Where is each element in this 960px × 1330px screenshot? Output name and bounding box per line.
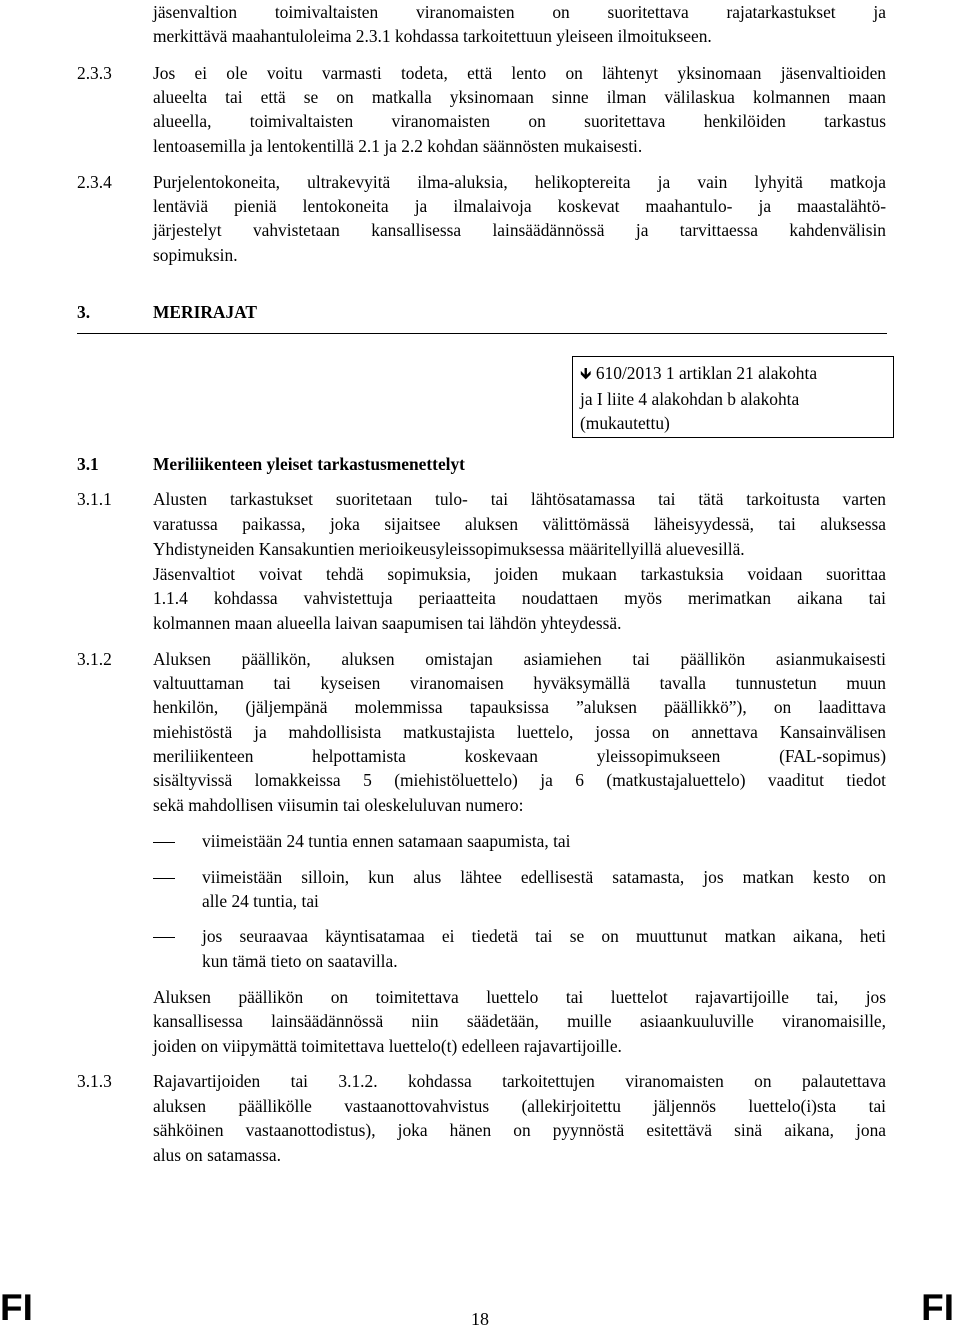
text-line: Alusten tarkastukset suoritetaan tulo- tai lähtösatamassa tai tätä tarkoitusta varten [153, 489, 886, 509]
text-line: Aluksen päällikön, aluksen omistajan asiamiehen tai päällikön asianmukaisesti [153, 649, 886, 669]
text-line: aluksen päällikölle vastaanottovahvistus (allekirjoitettu jäljennös luettelo(i)sta tai [153, 1096, 886, 1116]
section-title: MERIRAJAT [153, 302, 258, 322]
text-line: lentoasemilla ja lentokentillä 2.1 ja 2.2 kohdan säännösten mukaisesti. [153, 136, 643, 156]
text-line: sähköinen vastaanottodistus), joka hänen on pyynnöstä esitettävä sinä aikana, jona [153, 1120, 886, 1140]
text-line: sisältyvissä lomakkeissa 5 (miehistöluettelo) ja 6 (matkustajaluettelo) vaaditut tiedot [153, 770, 886, 790]
text-line: alueella, toimivaltaisten viranomaisten on suoritettava henkilöiden tarkastus [153, 111, 886, 131]
text-line: varatussa paikassa, joka sijaitsee aluksen välittömässä läheisyydessä, tai aluksessa [153, 514, 886, 534]
dash-bullet-icon [153, 878, 175, 879]
text-line: miehistöstä ja mahdollisista matkustajista luettelo, jossa on annettava Kansainvälisen [153, 722, 886, 742]
reference-line: (mukautettu) [580, 413, 670, 433]
text-line: Jäsenvaltiot voivat tehdä sopimuksia, joiden mukaan tarkastuksia voidaan suorittaa [153, 564, 886, 584]
list-item-text: viimeistään 24 tuntia ennen satamaan saapumista, tai [202, 831, 571, 851]
paragraph-number: 2.3.3 [77, 63, 112, 83]
text-line: lentäviä pieniä lentokoneita ja ilmalaivoja koskevat maahantulo- ja maastalähtö- [153, 196, 886, 216]
text-line: alueelta tai että se on matkalla yksinomaan sinne ilman välilaskua kolmannen maan [153, 87, 886, 107]
reference-text: 610/2013 1 artiklan 21 alakohta [595, 363, 818, 383]
text-line: Aluksen päällikön on toimitettava luettelo tai luettelot rajavartijoille tai, jos [153, 987, 886, 1007]
text-line: joiden on viipymättä toimitettava luettelo(t) edelleen rajavartijoille. [153, 1036, 622, 1056]
text-line: Purjelentokoneita, ultrakevyitä ilma-aluksia, helikoptereita ja vain lyhyitä matkoja [153, 172, 886, 192]
text-line: kolmannen maan alueella laivan saapumisen tai lähdön yhteydessä. [153, 613, 622, 633]
text-line: kansallisessa lainsäädännössä niin säädetään, muille asiaankuuluville viranomaisille, [153, 1011, 886, 1031]
paragraph-number: 3.1.3 [77, 1071, 112, 1091]
reference-line [580, 363, 817, 390]
reference-line: ja I liite 4 alakohdan b alakohta [580, 389, 800, 409]
footer-language-right: FI [921, 1287, 954, 1328]
dash-bullet-icon [153, 842, 175, 843]
text-line: jäsenvaltion toimivaltaisten viranomaisten on suoritettava rajatarkastukset ja [153, 2, 886, 22]
list-item-text: viimeistään silloin, kun alus lähtee edellisestä satamasta, jos matkan kesto on [202, 867, 886, 887]
text-line: järjestelyt vahvistetaan kansallisessa lainsäädännössä ja tarvittaessa kahdenvälisin [153, 220, 886, 240]
reference-box [572, 356, 894, 438]
subsection-title: Meriliikenteen yleiset tarkastusmenettelyt [153, 454, 465, 474]
section-divider [77, 333, 887, 334]
paragraph-number: 3.1.2 [77, 649, 112, 669]
text-line: sekä mahdollisen viisumin tai oleskeluluvan numero: [153, 795, 524, 815]
text-line: merkittävä maahantuloleima 2.3.1 kohdassa tarkoitettuun yleiseen ilmoitukseen. [153, 26, 712, 46]
page-number: 18 [471, 1309, 489, 1329]
dash-bullet-icon [153, 937, 175, 938]
list-item-text: alle 24 tuntia, tai [202, 891, 319, 911]
section-number: 3. [77, 302, 91, 322]
paragraph-number: 2.3.4 [77, 172, 112, 192]
list-item-text: jos seuraavaa käyntisatamaa ei tiedetä tai se on muuttunut matkan aikana, heti [202, 926, 886, 946]
text-line: meriliikenteen helpottamista koskevaan yleissopimukseen (FAL-sopimus) [153, 746, 886, 766]
text-line: 1.1.4 kohdassa vahvistettuja periaatteita noudattaen myös merimatkan aikana tai [153, 588, 886, 608]
text-line: sopimuksin. [153, 245, 238, 265]
paragraph-number: 3.1.1 [77, 489, 112, 509]
arrow-down-icon: 🡻 [580, 364, 592, 383]
text-line: Jos ei ole voitu varmasti todeta, että lento on lähtenyt yksinomaan jäsenvaltioiden [153, 63, 886, 83]
text-line: valtuuttaman tai kyseisen viranomaisen hyväksymällä tavalla tunnustetun muun [153, 673, 886, 693]
text-line: Rajavartijoiden tai 3.1.2. kohdassa tarkoitettujen viranomaisten on palautettava [153, 1071, 886, 1091]
list-item-text: kun tämä tieto on saatavilla. [202, 951, 398, 971]
subsection-number: 3.1 [77, 454, 99, 474]
text-line: alus on satamassa. [153, 1145, 281, 1165]
footer-language-left: FI [0, 1287, 33, 1328]
text-line: henkilön, (jäljempänä molemmissa tapauksissa ”aluksen päällikkö”), on laadittava [153, 697, 886, 717]
text-line: Yhdistyneiden Kansakuntien merioikeusyleissopimuksessa määritellyillä aluevesillä. [153, 539, 745, 559]
